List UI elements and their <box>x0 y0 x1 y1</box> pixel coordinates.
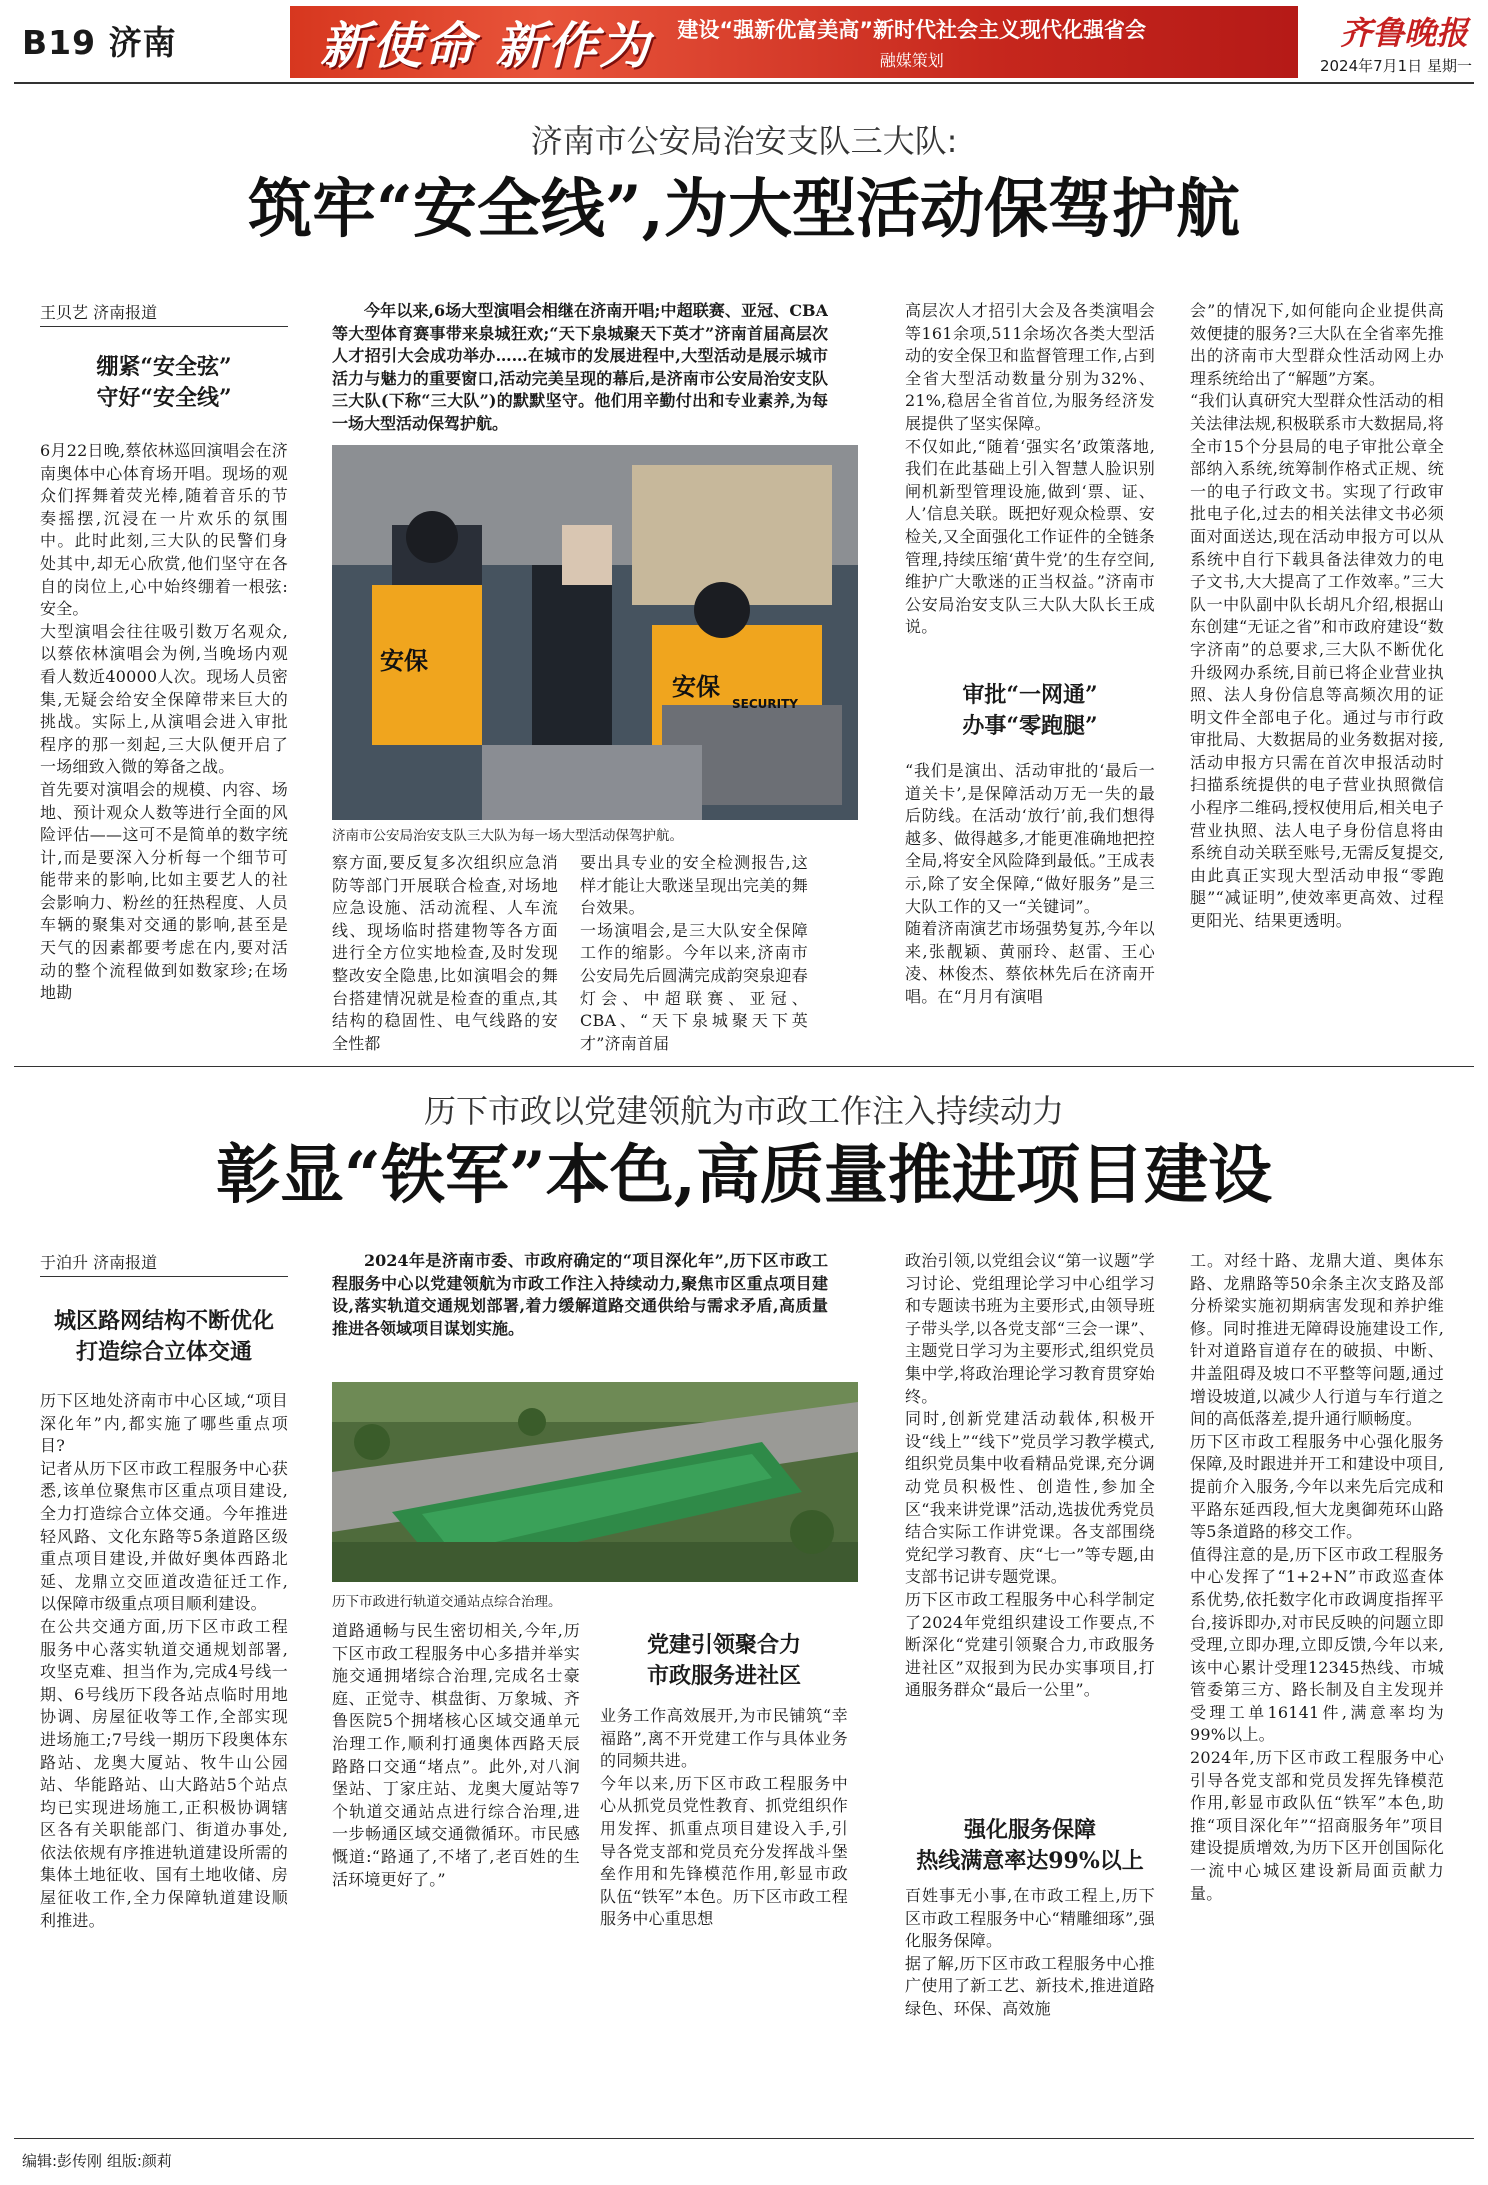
footer-rule <box>14 2138 1474 2139</box>
article1-subhead-2: 审批“一网通” 办事“零跑腿” <box>962 682 1098 739</box>
issue-date: 2024年7月1日 星期一 <box>1319 57 1472 75</box>
article2-column-3: 业务工作高效展开,为市民铺筑“幸福路”,离不开党建工作与具体业务的同频共进。 今年以来,历下区市政工程服务中心从抓党员党性教育、抓党组织作用发挥、抓重点项目建设入手,引导各党支部和党员充分发挥战斗堡垒作用和先锋模范作用,彰显市政队伍“铁军”本色。历下区市政工程服务中心重思想 <box>600 1706 848 1929</box>
article2-lead <box>332 1250 828 1370</box>
article2-column-2: 道路通畅与民生密切相关,今年,历下区市政工程服务中心多措并举实施交通拥堵综合治理,完成名士豪庭、正觉寺、棋盘街、万象城、齐鲁医院5个拥堵核心区域交通单元治理工作,顺利打通奥体西路天辰路路口交通“堵点”。此外,对八涧堡站、丁家庄站、龙奥大厦站等7个轨道交通站点进行综合治理,进一步畅通区域交通微循环。市民感慨道:“路通了,不堵了,老百姓的生活环境更好了。” <box>332 1621 580 1889</box>
article1-column-3: 要出具专业的安全检测报告,这样才能让大歌迷呈现出完美的舞台效果。 一场演唱会,是三大队安全保障工作的缩影。今年以来,济南市公安局先后圆满完成韵突泉迎春灯会、中超联赛、亚冠、CBA、“天下泉城聚天下英才”济南首届 <box>580 853 808 1053</box>
article2-headline: 彰显“铁军”本色,高质量推进项目建设 <box>216 1138 1272 1213</box>
banner-right <box>677 14 1146 71</box>
article1-lead-text: 今年以来,6场大型演唱会相继在济南开唱;中超联赛、亚冠、CBA等大型体育赛事带来泉城狂欢;“天下泉城聚天下英才”济南首届高层次人才招引大会成功举办……在城市的发展进程中,大型活动是展示城市活力与魅力的重要窗口,活动完美呈现的幕后,是济南市公安局治安支队三大队(下称“三大队”)的默默坚守。他们用辛勤付出和专业素养,为每一场大型活动保驾护航。 <box>332 301 828 433</box>
article1-column-1: 6月22日晚,蔡依林巡回演唱会在济南奥体中心体育场开唱。现场的观众们挥舞着荧光棒,随着音乐的节奏摇摆,沉浸在一片欢乐的氛围中。此时此刻,三大队的民警们身处其中,却无心欣赏,他们坚守在各自的岗位上,心中始终绷着一根弦:安全。 大型演唱会往往吸引数万名观众,以蔡依林演唱会为例,当晚场内观看人数近40000人次。现场人员密集,无疑会给安全保障带来巨大的挑战。实际上,从演唱会进入审批程序的那一刻起,三大队便开启了一场细致入微的筹备之战。 首先要对演唱会的规模、内容、场地、预计观众人数等进行全面的风险评估——这可不是简单的数字统计,而是要深入分析每一个细节可能带来的影响,比如主要艺人的社会影响力、粉丝的狂热程度、人员车辆的聚集对交通的影响,甚至是天气的因素都要考虑在内,要对活动的整个流程做到如数家珍;在场地勘 <box>40 441 288 1003</box>
newspaper-logo: 齐鲁晚报 <box>1339 14 1468 52</box>
article2-byline: 于泊升 济南报道 <box>40 1250 288 1277</box>
article2-subhead-1: 城区路网结构不断优化 打造综合立体交通 <box>53 1308 274 1365</box>
security-check-photo <box>332 445 858 820</box>
header-rule <box>14 82 1474 84</box>
article1-column-2: 察方面,要反复多次组织应急消防等部门开展联合检查,对场地应急设施、活动流程、人车流线、现场临时搭建物等各方面进行全方位实地检查,及时发现整改安全隐患,比如演唱会的舞台搭建情况就是检查的重点,其结构的稳固性、电气线路的安全性都 <box>332 853 558 1053</box>
article2-photo-caption: 历下市政进行轨道交通站点综合治理。 <box>332 1594 562 1610</box>
article2-column-4b: 百姓事无小事,在市政工程上,历下区市政工程服务中心“精雕细琢”,强化服务保障。 据了解,历下区市政工程服务中心推广使用了新工艺、新技术,推进道路绿色、环保、高效施 <box>905 1886 1155 2018</box>
article2-subhead-3: 强化服务保障 热线满意率达99%以上 <box>916 1817 1144 1874</box>
transit-plaza-photo <box>332 1382 858 1582</box>
article2-kicker: 历下市政以党建领航为市政工作注入持续动力 <box>423 1092 1064 1130</box>
article2-column-1: 历下区地处济南市中心区域,“项目深化年”内,都实施了哪些重点项目? 记者从历下区市政工程服务中心获悉,该单位聚焦市区重点项目建设,全力打造综合立体交通。今年推进轻风路、文化东路等5条道路区级重点项目建设,并做好奥体西路北延、龙鼎立交匝道改造征迁工作,以保障市级重点项目顺利建设。 在公共交通方面,历下区市政工程服务中心落实轨道交通规划部署,攻坚克难、担当作为,完成4号线一期、6号线历下段各站点临时用地协调、房屋征收等工作,全部实现进场施工;7号线一期历下段奥体东路站、龙奥大厦站、牧牛山公园站、华能路站、山大路站5个站点均已实现进场施工,正积极协调辖区各有关职能部门、街道办事处,依法依规有序推进轨道建设所需的集体土地征收、国有土地收储、房屋征收工作,全力保障轨道建设顺利推进。 <box>40 1391 288 1930</box>
article1-subhead-1: 绷紧“安全弦” 守好“安全线” <box>96 354 232 411</box>
article1-column-5: 会”的情况下,如何能向企业提供高效便捷的服务?三大队在全省率先推出的济南市大型群众性活动网上办理系统给出了“解题”方案。 “我们认真研究大型群众性活动的相关法律法规,积极联系市大数据局,将全市15个分县局的电子审批公章全部纳入系统,统筹制作格式正规、统一的电子行政文书。实现了行政审批电子化,过去的相关法律文书必须面对面送达,现在活动申报方可以从系统中自行下载具备法律效力的电子文书,大大提高了工作效率。”三大队一中队副中队长胡凡介绍,根据山东创建“无证之省”和市政府建设“数字济南”的总要求,三大队不断优化升级网办系统,目前已将企业营业执照、法人身份信息等高频次用的证明文件全部电子化。通过与市行政审批局、大数据局的业务数据对接,活动申报方只需在首次申报活动时扫描系统提供的电子营业执照微信小程序二维码,授权使用后,相关电子营业执照、法人电子身份信息将由系统自动关联至账号,无需反复提交,由此真正实现大型活动申报“零跑腿”“减证明”,使效率更高效、过程更阳光、结果更透明。 <box>1190 301 1444 931</box>
article2-subhead-2: 党建引领聚合力 市政服务进社区 <box>646 1632 801 1689</box>
article1-headline: 筑牢“安全线”,为大型活动保驾护航 <box>248 172 1240 247</box>
page-number-label: B19 济南 <box>22 23 177 62</box>
article-divider <box>14 1066 1474 1067</box>
footer-credits: 编辑:彭传刚 组版:颜莉 <box>22 2152 172 2170</box>
vest-text-left: 安保 <box>380 647 428 675</box>
banner-tag: 融媒策划 <box>879 50 944 70</box>
article1-kicker: 济南市公安局治安支队三大队: <box>530 122 958 160</box>
article1-lead <box>332 300 828 440</box>
article1-column-4b: “我们是演出、活动审批的‘最后一道关卡’,是保障活动万无一失的最后防线。在活动‘放行’前,我们想得越多、做得越多,才能更准确地把控全局,将安全风险降到最低。”王成表示,除了安全保障,“做好服务”是三大队工作的又一“关键词”。 随着济南演艺市场强势复苏,今年以来,张靓颖、黄丽玲、赵雷、王心凌、林俊杰、蔡依林先后在济南开唱。在“月月有演唱 <box>905 761 1155 1006</box>
vest-text-security: SECURITY <box>732 697 798 711</box>
article2-lead-text: 2024年是济南市委、市政府确定的“项目深化年”,历下区市政工程服务中心以党建领航为市政工作注入持续动力,聚焦市区重点项目建设,落实轨道交通规划部署,着力缓解道路交通供给与需求矛盾,高质量推进各领域项目谋划实施。 <box>332 1251 828 1338</box>
banner-slogan: 新使命 新作为 <box>320 16 652 75</box>
article1-photo-caption: 济南市公安局治安支队三大队为每一场大型活动保驾护航。 <box>332 828 683 844</box>
article1-photo <box>332 445 858 820</box>
article1-byline: 王贝艺 济南报道 <box>40 300 288 327</box>
article2-column-4: 政治引领,以党组会议“第一议题”学习讨论、党组理论学习中心组学习和专题读书班为主要形式,由领导班子带头学,以各党支部“三会一课”、主题党日学习为主要形式,组织党员集中学,将政治理论学习教育贯穿始终。 同时,创新党建活动载体,积极开设“线上”“线下”党员学习教学模式,组织党员集中收看精品党课,充分调动党员积极性、创造性,参加全区“我来讲党课”活动,选拔优秀党员结合实际工作讲党课。各支部围绕党纪学习教育、庆“七一”等专题,由支部书记讲专题党课。 历下区市政工程服务中心科学制定了2024年党组织建设工作要点,不断深化“党建引领聚合力,市政服务进社区”双报到为民办实事项目,打通服务群众“最后一公里”。 <box>905 1251 1155 1700</box>
header-banner <box>290 6 1298 78</box>
article2-column-5: 工。对经十路、龙鼎大道、奥体东路、龙鼎路等50余条主次支路及部分桥梁实施初期病害发现和养护维修。同时推进无障碍设施建设工作,针对道路盲道存在的破损、中断、井盖阻碍及坡口不平整等问题,通过增设坡道,以减少人行道与车行道之间的高低落差,提升通行顺畅度。 历下区市政工程服务中心强化服务保障,及时跟进并开工和建设中项目,提前介入服务,今年以来先后完成和平路东延西段,恒大龙奥御苑环山路等5条道路的移交工作。 值得注意的是,历下区市政工程服务中心发挥了“1+2+N”市政巡查体系优势,依托数字化市政调度指挥平台,接诉即办,对市民反映的问题立即受理,立即办理,立即反馈,今年以来,该中心累计受理12345热线、市城管委第三方、路长制及自主发现并受理工单16141件,满意率均为99%以上。 2024年,历下区市政工程服务中心引导各党支部和党员发挥先锋模范作用,彰显市政队伍“铁军”本色,助推“项目深化年”“招商服务年”项目建设提质增效,为历下区开创国际化一流中心城区建设新局面贡献力量。 <box>1190 1251 1444 1903</box>
banner-subtitle: 建设“强新优富美高”新时代社会主义现代化强省会 <box>677 17 1147 42</box>
article2-photo <box>332 1382 858 1582</box>
article1-column-4: 高层次人才招引大会及各类演唱会等161余项,511余场次各类大型活动的安全保卫和监督管理工作,占到全省大型活动数量分别为32%、21%,稳居全省首位,为服务经济发展提供了坚实保障。 不仅如此,“随着‘强实名’政策落地,我们在此基础上引入智慧人脸识别闸机新型管理设施,做到‘票、证、人’信息关联。既把好观众检票、安检关,又全面强化工作证件的全链条管理,持续压缩‘黄牛党’的生存空间,维护广大歌迷的正当权益。”济南市公安局治安支队三大队大队长王成说。 <box>905 301 1155 637</box>
vest-text-right: 安保 <box>672 673 720 701</box>
